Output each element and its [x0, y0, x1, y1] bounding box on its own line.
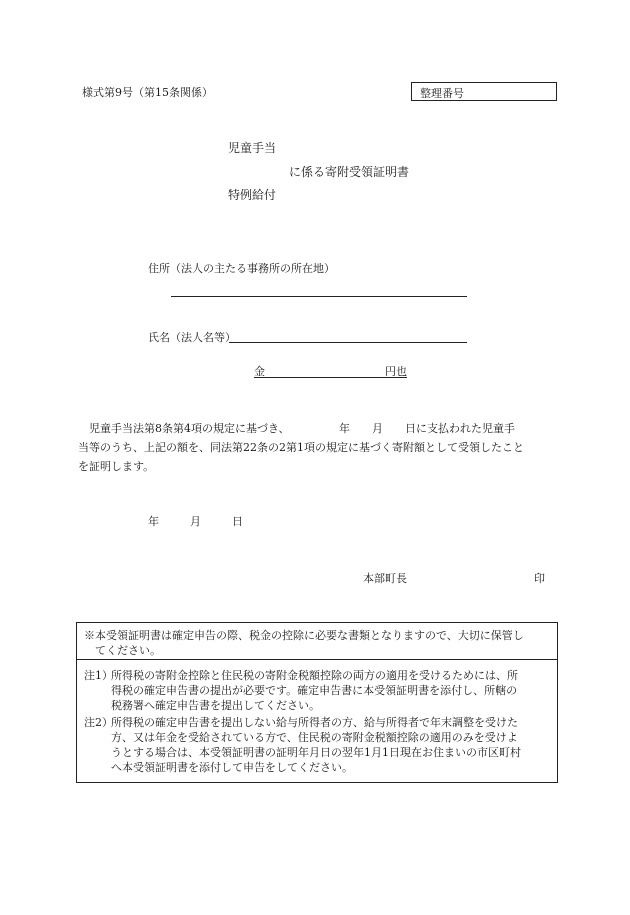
certification-line-3: を証明します。	[78, 460, 155, 473]
date-month: 月	[190, 515, 201, 528]
note-1-line-3: 税務署へ確定申告書を提出してください。	[111, 699, 320, 712]
note-2-label: 注2）	[84, 716, 113, 729]
certification-date	[148, 513, 243, 529]
certification-line-2: 当等のうち、上記の額を、同法第22条の2第1項の規定に基づく寄附額として受領したこと	[78, 441, 524, 454]
seiri-number-label: 整理番号	[420, 87, 464, 100]
seiri-number-box	[411, 82, 557, 101]
amount-field	[254, 363, 407, 378]
address-label: 住所（法人の主たる事務所の所在地）	[148, 262, 335, 275]
notice-line-1: ※本受領証明書は確定申告の際、税金の控除に必要な書類となりますので、大切に保管し	[84, 629, 524, 642]
amount-prefix: 金	[254, 365, 265, 378]
note-2-line-2: 方、又は年金を受給されている方で、住民税の寄附金税額控除の適用のみを受けよ	[111, 731, 518, 744]
note-2-line-1: 所得税の確定申告書を提出しない給与所得者の方、給与所得者で年末調整を受けた	[111, 716, 518, 729]
notice-important	[77, 623, 557, 660]
title-line-2: に係る寄附受領証明書	[289, 165, 410, 179]
title-line-3: 特例給付	[228, 188, 277, 202]
seal-mark: 印	[534, 572, 545, 585]
date-year: 年	[148, 515, 159, 528]
certification-text	[78, 419, 558, 476]
name-underline	[229, 342, 467, 343]
mayor-title: 本部町長	[363, 572, 407, 585]
form-number: 様式第9号（第15条関係）	[82, 86, 213, 99]
note-2-line-3: うとする場合は、本受領証明書の証明年月日の翌年1月1日現在お住まいの市区町村	[111, 746, 521, 759]
notice-line-2: てください。	[95, 644, 161, 657]
notice-box	[76, 622, 558, 783]
certification-line-1: 児童手当法第8条第4項の規定に基づき、 年 月 日に支払われた児童手	[89, 422, 516, 435]
date-day: 日	[232, 515, 243, 528]
note-2-line-4: へ本受領証明書を添付して申告をしてください。	[111, 761, 353, 774]
amount-suffix: 円也	[385, 365, 407, 378]
name-label: 氏名（法人名等）	[148, 331, 236, 344]
title-line-1: 児童手当	[228, 141, 277, 155]
note-1-line-2: 得税の確定申告書の提出が必要です。確定申告書に本受領証明書を添付し、所轄の	[111, 684, 518, 697]
address-underline	[171, 296, 467, 297]
note-1-label: 注1）	[84, 669, 113, 682]
note-1-line-1: 所得税の寄附金控除と住民税の寄附金税額控除の両方の適用を受けるためには、所	[111, 669, 518, 682]
